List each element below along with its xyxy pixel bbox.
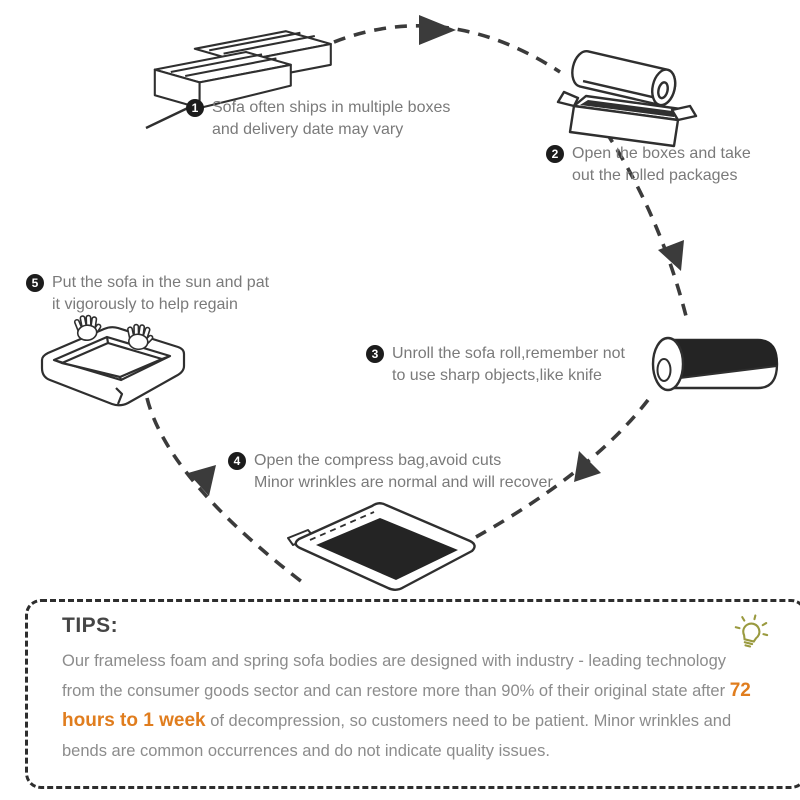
step-5-text-line1: Put the sofa in the sun and pat	[52, 274, 270, 291]
arrow-right-icon	[419, 15, 456, 45]
step-4-number-badge: 4	[228, 452, 246, 470]
step-5-number-badge: 5	[26, 274, 44, 292]
step-4-text-line1: Open the compress bag,avoid cuts	[254, 452, 502, 469]
sofa-roll-illustration	[653, 338, 777, 390]
step-3-text-line1: Unroll the sofa roll,remember not	[392, 345, 625, 362]
step-3-text-line2: to use sharp objects,like knife	[392, 367, 602, 384]
step-1-number-badge: 1	[186, 99, 204, 117]
sofa-illustration	[42, 314, 184, 405]
step-3	[366, 343, 625, 387]
step-2-text-line2: out the rolled packages	[572, 167, 738, 184]
step-3-number-badge: 3	[366, 345, 384, 363]
step-2-number-badge: 2	[546, 145, 564, 163]
lightbulb-icon	[732, 614, 770, 652]
step-5-text-line2: it vigorously to help regain	[52, 296, 238, 313]
step-2	[546, 143, 751, 187]
open-box-illustration	[558, 49, 696, 146]
tips-panel	[25, 599, 800, 789]
tips-body-after: of decompression, so customers need to be patient. Minor wrinkles and bends are common occurrences and do not indicate quality issues.	[62, 712, 732, 760]
arrow-up-icon	[574, 451, 601, 482]
tips-body-before: Our frameless foam and spring sofa bodies are designed with industry - leading technology from the consumer goods sector and can restore more than 90% of their original state after	[62, 652, 730, 700]
step-4-text-line2: Minor wrinkles are normal and will recover	[254, 474, 553, 491]
step-5	[26, 272, 269, 316]
tips-heading: TIPS:	[62, 614, 119, 637]
compress-bag-illustration	[288, 503, 475, 590]
tips-body-text	[62, 646, 762, 766]
step-1	[186, 97, 450, 141]
step-1-text-line2: and delivery date may vary	[212, 121, 404, 138]
step-2-text-line1: Open the boxes and take	[572, 145, 751, 162]
step-1-text-line1: Sofa often ships in multiple boxes	[212, 99, 451, 116]
step-4	[228, 450, 553, 494]
tips-highlight: 72 hours to 1 week	[62, 680, 751, 731]
